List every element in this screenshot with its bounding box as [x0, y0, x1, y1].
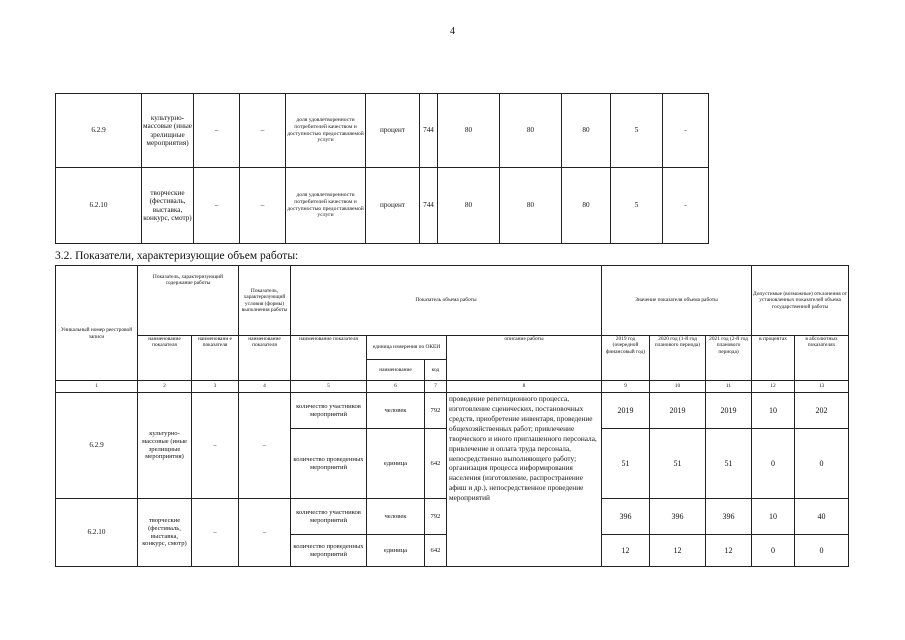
value-2021: 51	[706, 429, 752, 499]
table-cell: –	[240, 94, 286, 168]
unique-number-header: Уникальный номер реестровой записи	[56, 266, 138, 381]
registry-code: 6.2.10	[56, 499, 138, 567]
work-description: проведение репетиционного процесса, изготовление сценических, постановочных средств, приобретение инвентаря, проведение общехозяйственных работ; привлечение творческого и иного приглашенного персонала, привлечение и оплата труда персонала, непосредственно выполняющего работу; организация процесса информирования населения (изготовление, распространение афиш и др.), непосредственное проведение мероприятий	[447, 393, 602, 567]
column-number: 6	[367, 381, 425, 393]
value-2021: 12	[706, 535, 752, 567]
value-2020: 80	[500, 94, 562, 168]
unit-name: единица	[367, 535, 425, 567]
column-number: 13	[795, 381, 849, 393]
indicator-name: количество участников мероприятий	[291, 393, 367, 429]
unit-name: единица	[367, 429, 425, 499]
value-2020: 51	[650, 429, 706, 499]
okei-code-header: код	[425, 360, 447, 381]
indicator-name-header: наименование показателя	[138, 336, 192, 381]
work-content: культурно-массовые (иные зрелищные мероприятия)	[142, 94, 194, 168]
column-number: 9	[602, 381, 650, 393]
indicator-name: доля удовлетворенности потребителей качеством и доступностью предоставляемой услуги	[286, 94, 366, 168]
column-number: 7	[425, 381, 447, 393]
okei-code: 792	[425, 499, 447, 535]
deviation-absolute: 202	[795, 393, 849, 429]
work-content: творческие (фестиваль, выставка, конкурс, смотр)	[138, 499, 192, 567]
value-2019: 80	[438, 168, 500, 244]
volume-group-header: Показатель объема работы	[291, 266, 602, 336]
column-number: 5	[291, 381, 367, 393]
value-2021: 80	[562, 94, 611, 168]
year-2021-header: 2021 год (2-й год планового периода)	[706, 336, 752, 381]
indicator-name-header: наименование показателя	[239, 336, 291, 381]
indicator-name-header: наименовани е показателя	[192, 336, 239, 381]
table-cell: –	[239, 393, 291, 499]
table-cell: –	[194, 168, 240, 244]
value-2021: 2019	[706, 393, 752, 429]
column-number-row	[56, 381, 849, 393]
deviation-percent: 0	[752, 429, 795, 499]
indicator-name: количество участников мероприятий	[291, 499, 367, 535]
header-row	[56, 336, 849, 360]
deviation-percent-header: в процентах	[752, 336, 795, 381]
okei-unit-header: единица измерения по ОКЕИ	[367, 336, 447, 360]
table-cell: –	[192, 499, 239, 567]
deviation-absolute-header: в абсолютных показателях	[795, 336, 849, 381]
column-number: 10	[650, 381, 706, 393]
deviation-percent: 10	[752, 499, 795, 535]
value-2021: 396	[706, 499, 752, 535]
indicator-name: количество проведенных мероприятий	[291, 535, 367, 567]
table-cell: –	[240, 168, 286, 244]
deviation-absolute: 40	[795, 499, 849, 535]
deviation-absolute: 0	[795, 429, 849, 499]
volume-indicators-table	[55, 265, 849, 567]
deviation-percent: 0	[752, 535, 795, 567]
table-row	[56, 393, 849, 429]
value-2019: 2019	[602, 393, 650, 429]
conditions-group-header: Показатель, характеризующий условия (формы) выполнения работы	[239, 266, 291, 336]
header-row	[56, 266, 849, 336]
deviation-percent: 10	[752, 393, 795, 429]
unit-name: процент	[366, 168, 420, 244]
unit-name: человек	[367, 393, 425, 429]
deviation-percent: 5	[611, 168, 663, 244]
work-content: культурно-массовые (иные зрелищные мероприятия)	[138, 393, 192, 499]
column-number: 2	[138, 381, 192, 393]
deviation-absolute: 0	[795, 535, 849, 567]
value-2020: 12	[650, 535, 706, 567]
deviation-absolute: -	[663, 168, 709, 244]
column-number: 1	[56, 381, 138, 393]
work-content: творческие (фестиваль, выставка, конкурс, смотр)	[142, 168, 194, 244]
registry-code: 6.2.10	[56, 168, 142, 244]
registry-code: 6.2.9	[56, 393, 138, 499]
okei-code: 642	[425, 535, 447, 567]
deviation-percent: 5	[611, 94, 663, 168]
work-description-header: описание работы	[447, 336, 602, 381]
column-number: 12	[752, 381, 795, 393]
table-row	[56, 168, 709, 244]
value-2020: 80	[500, 168, 562, 244]
registry-code: 6.2.9	[56, 94, 142, 168]
table-cell: –	[239, 499, 291, 567]
value-2019: 396	[602, 499, 650, 535]
unit-name: человек	[367, 499, 425, 535]
value-2020: 396	[650, 499, 706, 535]
okei-code: 642	[425, 429, 447, 499]
deviation-group-header: Допустимые (возможные) отклонения от установленных показателей объема государственной работы	[752, 266, 849, 336]
value-2019: 51	[602, 429, 650, 499]
value-2019: 80	[438, 94, 500, 168]
table-cell: –	[192, 393, 239, 499]
content-group-header: Показатель, характеризующий содержание работы	[138, 266, 239, 336]
okei-name-header: наименование	[367, 360, 425, 381]
indicator-name: количество проведенных мероприятий	[291, 429, 367, 499]
table-cell: –	[194, 94, 240, 168]
page-number: 4	[450, 26, 455, 37]
okei-code: 792	[425, 393, 447, 429]
year-2020-header: 2020 год (1-й год планового периода)	[650, 336, 706, 381]
column-number: 4	[239, 381, 291, 393]
quality-indicators-table	[55, 93, 709, 244]
column-number: 11	[706, 381, 752, 393]
indicator-name-header: наименование показателя	[291, 336, 367, 381]
deviation-absolute: -	[663, 94, 709, 168]
value-2019: 12	[602, 535, 650, 567]
section-heading: 3.2. Показатели, характеризующие объем работы:	[55, 250, 299, 262]
column-number: 8	[447, 381, 602, 393]
column-number: 3	[192, 381, 239, 393]
okei-code: 744	[420, 168, 438, 244]
table-row	[56, 94, 709, 168]
indicator-name: доля удовлетворенности потребителей качеством и доступностью предоставляемой услуги	[286, 168, 366, 244]
value-2020: 2019	[650, 393, 706, 429]
okei-code: 744	[420, 94, 438, 168]
value-group-header: Значение показателя объема работы	[602, 266, 752, 336]
year-2019-header: 2019 год (очередной финансовый год)	[602, 336, 650, 381]
value-2021: 80	[562, 168, 611, 244]
unit-name: процент	[366, 94, 420, 168]
